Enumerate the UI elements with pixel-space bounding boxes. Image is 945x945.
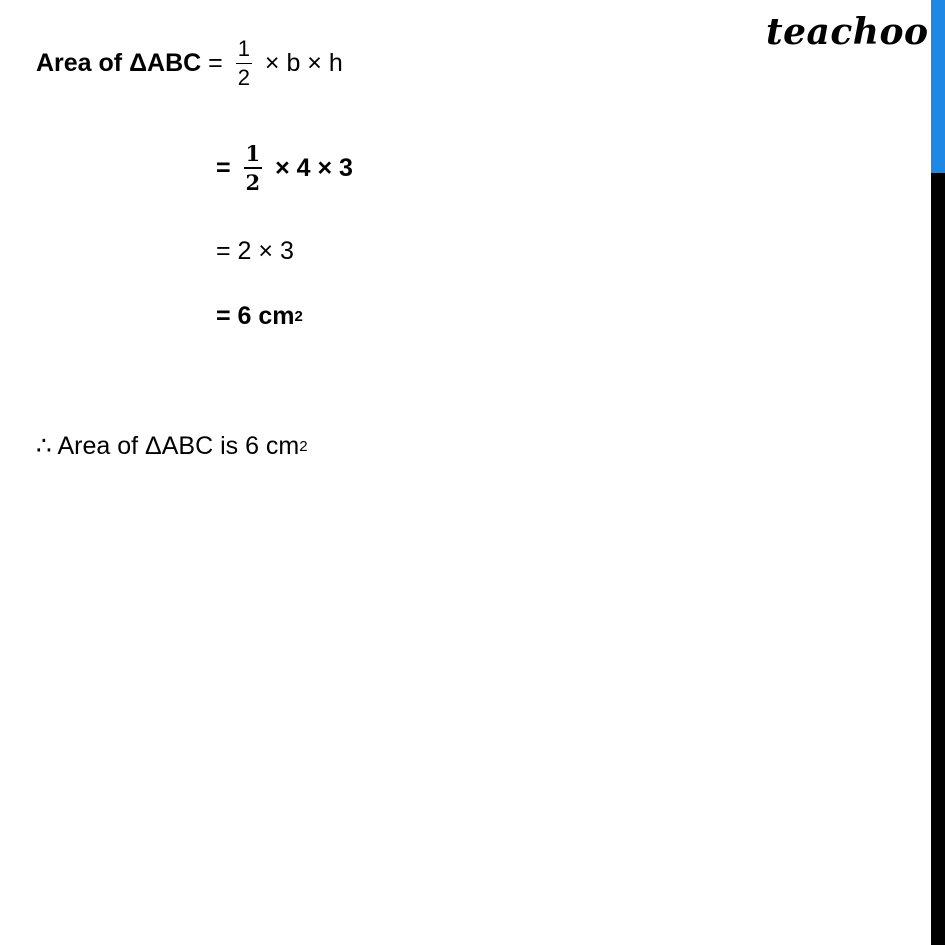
fraction-denominator: 2 (245, 170, 261, 195)
side-bar (931, 0, 945, 945)
fraction-half (236, 38, 252, 89)
simplify-line (216, 239, 294, 264)
side-bar-accent (931, 0, 945, 173)
fraction-numerator: 1 (237, 36, 250, 61)
fraction-denominator: 2 (237, 65, 250, 90)
equals-sign: = (216, 153, 238, 182)
result-line: = 6 cm 2 (216, 302, 303, 330)
fraction-half (244, 143, 263, 193)
conclusion-line: ∴ Area of ΔABC is 6 cm 2 (36, 432, 308, 460)
equals-sign: = (201, 49, 230, 77)
substitution-rest: × 4 × 3 (268, 153, 353, 182)
formula-line (36, 38, 343, 89)
simplify-text: = 2 × 3 (216, 237, 294, 265)
teachoo-logo: teachoo (766, 11, 929, 53)
result-text: = 6 cm (216, 302, 295, 330)
conclusion-text: ∴ Area of ΔABC is 6 cm (36, 432, 300, 460)
fraction-numerator: 1 (245, 141, 261, 166)
formula-rest: × b × h (257, 49, 343, 77)
area-label: Area of ΔABC (36, 49, 202, 77)
substitution-line (216, 143, 353, 193)
